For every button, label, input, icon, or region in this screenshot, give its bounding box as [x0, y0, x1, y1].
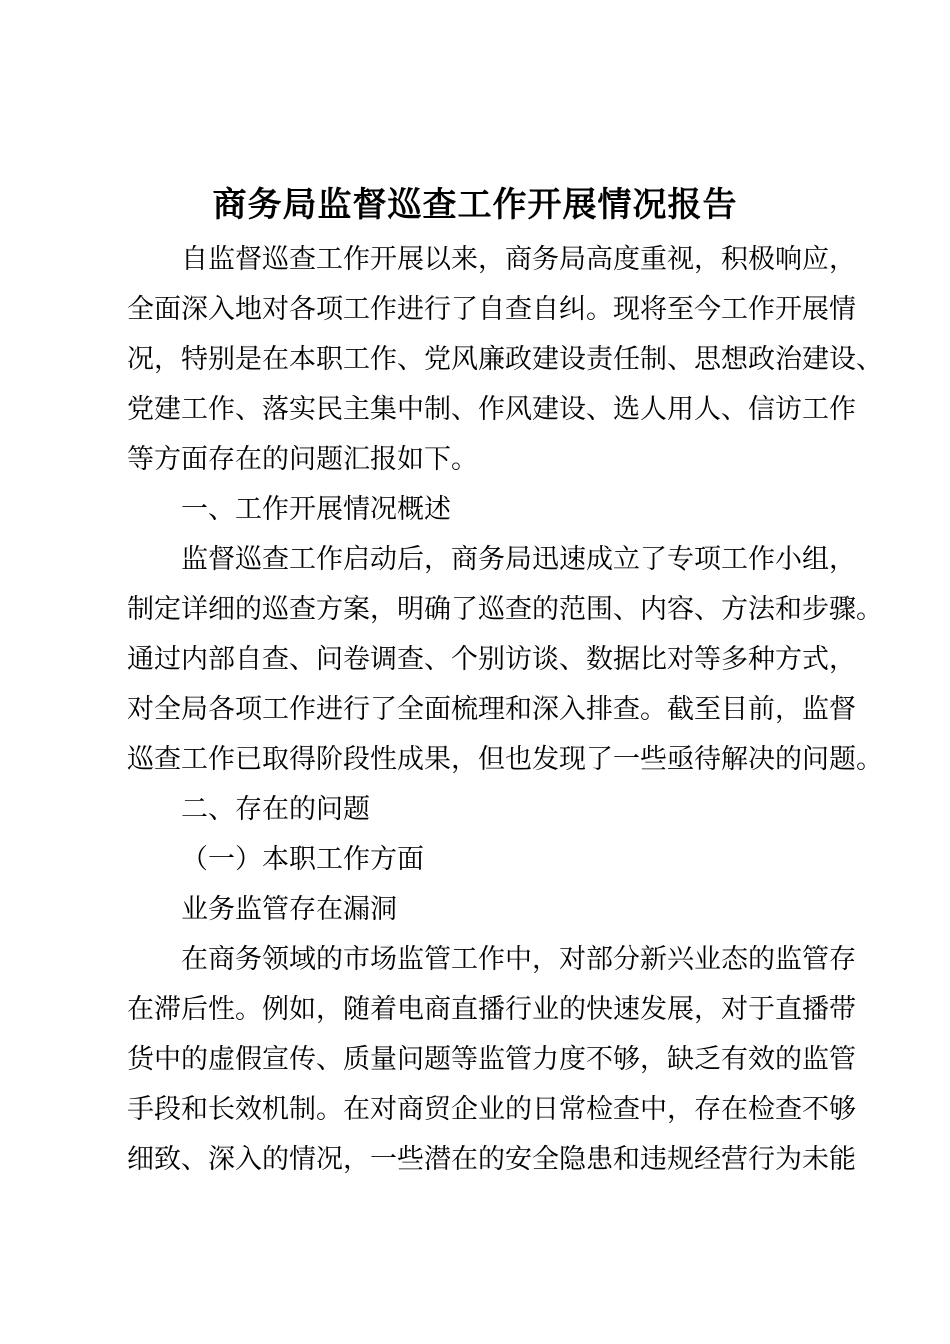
text-line: 党建工作、落实民主集中制、作风建设、选人用人、信访工作 [127, 394, 856, 424]
text-line: 对全局各项工作进行了全面梳理和深入排查。截至目前，监督 [127, 694, 856, 724]
text-line: 货中的虚假宣传、质量问题等监管力度不够，缺乏有效的监管 [127, 1044, 856, 1074]
text-line: 自监督巡查工作开展以来，商务局高度重视，积极响应， [181, 244, 856, 274]
subsection-heading: （一）本职工作方面 [181, 844, 424, 874]
text-line: 在滞后性。例如，随着电商直播行业的快速发展，对于直播带 [127, 994, 856, 1024]
text-line: 等方面存在的问题汇报如下。 [127, 444, 478, 474]
document-title: 商务局监督巡查工作开展情况报告 [212, 186, 738, 224]
text-line: 监督巡查工作启动后，商务局迅速成立了专项工作小组， [181, 544, 856, 574]
text-line: 全面深入地对各项工作进行了自查自纠。现将至今工作开展情 [127, 294, 856, 324]
document-body [127, 234, 883, 1184]
text-line: 巡查工作已取得阶段性成果，但也发现了一些亟待解决的问题。 [127, 744, 883, 774]
text-line: 细致、深入的情况，一些潜在的安全隐患和违规经营行为未能 [127, 1144, 856, 1174]
text-line: 制定详细的巡查方案，明确了巡查的范围、内容、方法和步骤。 [127, 594, 883, 624]
text-line: 况，特别是在本职工作、党风廉政建设责任制、思想政治建设、 [127, 344, 883, 374]
sub-heading: 业务监管存在漏洞 [181, 894, 397, 924]
text-line: 在商务领域的市场监管工作中，对部分新兴业态的监管存 [181, 944, 856, 974]
section-heading: 一、工作开展情况概述 [181, 494, 451, 524]
text-line: 手段和长效机制。在对商贸企业的日常检查中，存在检查不够 [127, 1094, 856, 1124]
text-line: 通过内部自查、问卷调查、个别访谈、数据比对等多种方式， [127, 644, 856, 674]
section-heading: 二、存在的问题 [181, 794, 370, 824]
